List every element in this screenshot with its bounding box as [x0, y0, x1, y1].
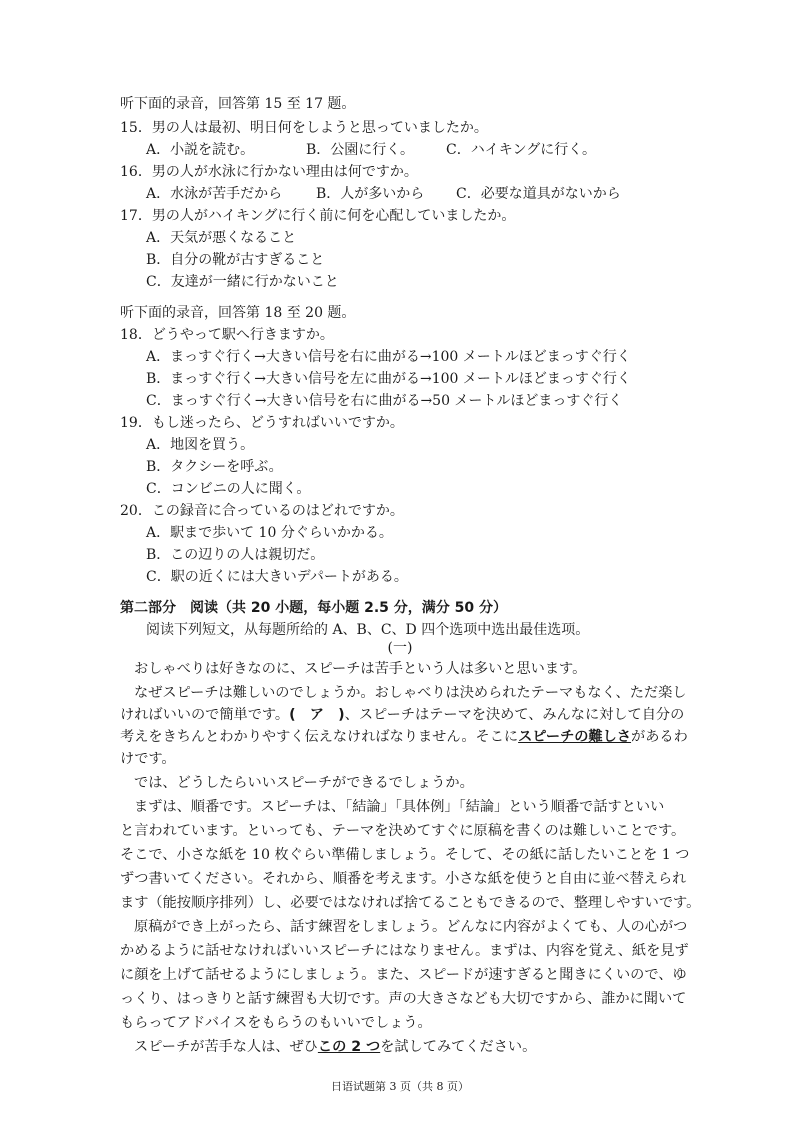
q19-option-b: B．タクシーを呼ぶ。 — [146, 459, 283, 475]
p2-text-a: ければいいので簡単です。 — [120, 707, 290, 723]
question-20-stem: 20．この録音に合っているのはどれですか。 — [120, 503, 404, 519]
passage-paragraph-6 — [134, 1037, 536, 1057]
q18-option-c: C．まっすぐ行く→大きい信号を右に曲がる→50 メートルほどまっすぐ行く — [146, 393, 623, 409]
question-15-options — [146, 140, 596, 160]
passage-paragraph-5-line-2: かめるように話せなければいいスピーチにはなりません。まずは、内容を覚え、紙を見ず — [120, 943, 689, 959]
p2-text-c: 考えをきちんとわかりやすく伝えなければなりません。そこに — [120, 729, 519, 745]
page-footer: 日语试题第 3 页（共 8 页） — [331, 1080, 469, 1093]
passage-number: (一) — [387, 640, 413, 656]
underlined-these-two: この 2 つ — [317, 1039, 381, 1055]
passage-paragraph-2-line-4: けです。 — [120, 751, 176, 767]
question-16-options — [146, 184, 621, 204]
q16-option-b: B．人が多いから — [316, 186, 425, 202]
part-two-instruction: 阅读下列短文，从每题所给的 A、B、C、D 四个选项中选出最佳选项。 — [146, 622, 590, 638]
q15-option-b: B．公園に行く。 — [306, 142, 415, 158]
passage-paragraph-5-line-3: に顔を上げて話せるようにしましょう。また、スピードが速すぎると聞きにくいので、ゆ — [120, 967, 687, 983]
passage-paragraph-1: おしゃべりは好きなのに、スピーチは苦手という人は多いと思います。 — [134, 661, 587, 677]
p2-text-b: 、スピーチはテーマを決めて、みんなに対して自分の — [344, 707, 685, 723]
underlined-speech-difficulty: スピーチの難しさ — [518, 729, 632, 745]
q16-option-a: A．水泳が苦手だから — [146, 186, 283, 202]
passage-paragraph-2-line-1: なぜスピーチは難しいのでしょうか。おしゃべりは決められたテーマもなく、ただ楽し — [134, 685, 687, 701]
question-16-stem: 16．男の人が水泳に行かない理由は何ですか。 — [120, 164, 418, 180]
q18-option-b: B．まっすぐ行く→大きい信号を左に曲がる→100 メートルほどまっすぐ行く — [146, 371, 631, 387]
q17-option-a: A．天気が悪くなること — [146, 230, 297, 246]
q17-option-b: B．自分の靴が古すぎること — [146, 252, 325, 268]
part-two-heading: 第二部分 阅读（共 20 小题，每小题 2.5 分，满分 50 分） — [120, 600, 508, 616]
passage-paragraph-4-line-4: ずつ書いてください。それから、順番を考えます。小さな紙を使うと自由に並べ替えられ — [120, 871, 687, 887]
passage-paragraph-4-line-5: ます（能按顺序排列）し、必要ではなければ捨てることもできるので、整理しやすいです。 — [120, 895, 701, 911]
passage-paragraph-4-line-2: と言われています。といっても、テーマを決めてすぐに原稿を書くのは難しいことです。 — [120, 823, 686, 839]
q19-option-c: C．コンビニの人に聞く。 — [146, 481, 311, 497]
passage-paragraph-5-line-4: っくり、はっきりと話す練習も大切です。声の大きさなども大切ですから、誰かに聞いて — [120, 991, 687, 1007]
listening-instruction-18-20: 听下面的录音，回答第 18 至 20 题。 — [120, 305, 356, 321]
passage-paragraph-3: では、どうしたらいいスピーチができるでしょうか。 — [134, 775, 474, 791]
q20-option-b: B．この辺りの人は親切だ。 — [146, 547, 325, 563]
p6-text-b: を試してみてください。 — [380, 1039, 537, 1055]
question-15-stem: 15．男の人は最初、明日何をしようと思っていましたか。 — [120, 120, 488, 136]
listening-instruction-15-17: 听下面的录音，回答第 15 至 17 题。 — [120, 96, 356, 112]
q17-option-c: C．友達が一緒に行かないこと — [146, 274, 339, 290]
q15-option-c: C．ハイキングに行く。 — [446, 142, 597, 158]
passage-paragraph-4-line-3: そこで、小さな紙を 10 枚ぐらい準備しましょう。そして、その紙に話したいことを 1 つ — [120, 847, 690, 863]
question-19-stem: 19．もし迷ったら、どうすればいいですか。 — [120, 415, 404, 431]
passage-paragraph-5-line-1: 原稿ができ上がったら、話す練習をしましょう。どんなに内容がよくても、人の心がつ — [134, 919, 688, 935]
q15-option-a: A．小説を読む。 — [146, 142, 255, 158]
blank-a: ( ア ) — [289, 707, 345, 723]
q20-option-a: A．駅まで歩いて 10 分ぐらいかかる。 — [146, 525, 393, 541]
p2-text-d: があるわ — [631, 729, 688, 745]
passage-paragraph-2-line-2 — [120, 705, 684, 725]
passage-paragraph-2-line-3 — [120, 727, 688, 747]
q18-option-a: A．まっすぐ行く→大きい信号を右に曲がる→100 メートルほどまっすぐ行く — [146, 349, 631, 365]
q20-option-c: C．駅の近くには大きいデパートがある。 — [146, 569, 408, 585]
passage-paragraph-5-line-5: もらってアドバイスをもらうのもいいでしょう。 — [120, 1015, 432, 1031]
question-18-stem: 18．どうやって駅へ行きますか。 — [120, 327, 334, 343]
q16-option-c: C．必要な道具がないから — [456, 186, 621, 202]
passage-paragraph-4-line-1: まずは、順番です。スピーチは、「結論」「具体例」「結論」という順番で話すといい — [134, 799, 665, 815]
question-17-stem: 17．男の人がハイキングに行く前に何を心配していましたか。 — [120, 208, 516, 224]
q19-option-a: A．地図を買う。 — [146, 437, 255, 453]
p6-text-a: スピーチが苦手な人は、ぜひ — [134, 1039, 318, 1055]
